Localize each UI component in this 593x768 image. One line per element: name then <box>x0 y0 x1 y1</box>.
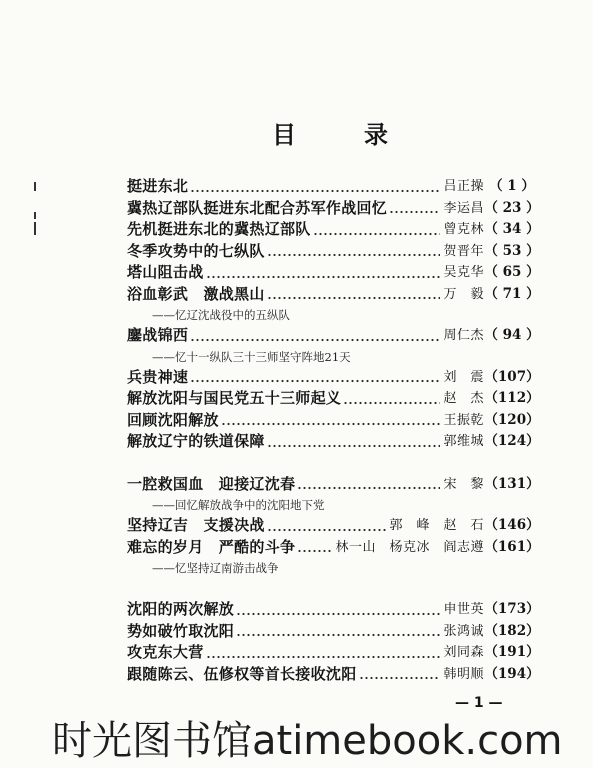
toc-entry <box>127 388 540 410</box>
entry-author: 李运昌 <box>443 200 484 216</box>
entry-title: 一腔救国血 迎接辽沈春 <box>127 474 296 493</box>
entry-author: 韩明顺 <box>443 666 484 682</box>
entry-title: 势如破竹取沈阳 <box>127 621 235 640</box>
entry-page: （120） <box>484 411 540 428</box>
entry-title: 冬季攻势中的七纵队 <box>127 241 265 260</box>
dot-leader <box>206 642 441 664</box>
dot-leader <box>267 515 387 537</box>
entry-page: （107） <box>484 368 540 385</box>
entry-title: 解放辽宁的铁道保障 <box>127 432 265 450</box>
entry-title: 塔山阻击战 <box>127 263 204 281</box>
dot-leader <box>236 599 440 621</box>
entry-title: 挺进东北 <box>127 177 189 195</box>
dot-leader <box>206 262 441 284</box>
entry-author: 宋 黎 <box>443 476 484 492</box>
entry-page: （ 53 ） <box>484 242 540 259</box>
dot-leader <box>297 537 332 559</box>
dot-leader <box>267 241 441 263</box>
entry-page: （161） <box>484 538 540 555</box>
toc-entry <box>127 410 540 432</box>
entry-page: （ 71 ） <box>484 285 540 302</box>
toc-entry <box>127 537 540 559</box>
toc-entry <box>127 515 540 537</box>
entry-page: （191） <box>484 644 540 660</box>
binding-mark <box>34 212 36 219</box>
entry-title: 冀热辽部队挺进东北配合苏军作战回忆 <box>127 198 388 217</box>
entry-author: 林一山 杨克冰 阎志遵 <box>335 539 484 555</box>
entry-page: （ 34 ） <box>484 221 540 237</box>
entry-page: （173） <box>484 601 540 617</box>
toc-heading: 目录 <box>272 121 456 149</box>
entry-author: 郭维城 <box>443 434 484 449</box>
entry-page: （ 65 ） <box>484 264 540 280</box>
toc-entry <box>127 664 540 686</box>
entry-author: 赵 杰 <box>443 391 484 406</box>
toc-entry <box>127 262 540 284</box>
entry-title: 难忘的岁月 严酷的斗争 <box>127 537 296 556</box>
dot-leader <box>297 474 440 496</box>
entry-page: （ 1 ） <box>489 178 535 194</box>
entry-page: （182） <box>484 622 540 639</box>
toc-entry <box>127 284 540 306</box>
entry-title: 鏖战锦西 <box>127 326 189 344</box>
entry-page: （ 94 ） <box>484 327 540 343</box>
entry-author: 贺晋年 <box>443 243 484 259</box>
toc-entry <box>127 599 540 621</box>
entry-page: （ 23 ） <box>484 199 540 216</box>
entry-author: 张鸿诚 <box>443 623 484 639</box>
entry-author: 吕正操 <box>443 179 484 194</box>
dot-leader <box>313 219 441 241</box>
entry-title: 回顾沈阳解放 <box>127 410 219 429</box>
entry-title: 攻克东大营 <box>127 643 204 661</box>
dot-leader <box>389 198 440 220</box>
entry-subtitle: ——回忆解放战争中的沈阳地下党 <box>152 498 325 512</box>
entry-author: 周仁杰 <box>443 328 484 343</box>
entry-author: 万 毅 <box>443 286 484 302</box>
dot-leader <box>359 664 441 686</box>
entry-page: （146） <box>484 517 540 533</box>
entry-title: 兵贵神速 <box>127 367 189 386</box>
dot-leader <box>190 325 440 347</box>
dot-leader <box>236 621 440 643</box>
toc-list <box>127 176 540 685</box>
page-number: — 1 — <box>455 695 503 711</box>
entry-title: 解放沈阳与国民党五十三师起义 <box>127 389 342 407</box>
entry-subtitle: ——忆坚持辽南游击战争 <box>152 561 279 575</box>
toc-entry <box>127 474 540 496</box>
dot-leader <box>190 367 440 389</box>
binding-mark <box>34 222 36 235</box>
entry-author: 郭 峰 赵 石 <box>389 518 484 533</box>
entry-author: 刘 震 <box>443 369 484 385</box>
toc-entry <box>127 325 540 347</box>
toc-entry <box>127 219 540 241</box>
toc-entry <box>127 241 540 263</box>
dot-leader <box>267 284 441 306</box>
watermark: 时光图书馆atimebook.com <box>52 718 563 764</box>
entry-page: （131） <box>484 475 540 492</box>
toc-entry <box>127 367 540 389</box>
dot-leader <box>267 431 441 453</box>
entry-author: 刘同森 <box>443 645 484 660</box>
entry-title: 沈阳的两次解放 <box>127 600 235 618</box>
entry-page: （124） <box>484 433 540 449</box>
entry-page: （194） <box>484 665 540 682</box>
entry-subtitle: ——忆十一纵队三十三师坚守阵地21天 <box>152 349 351 364</box>
binding-mark <box>34 182 36 191</box>
dot-leader <box>221 410 441 432</box>
entry-page: （112） <box>484 390 540 406</box>
entry-author: 申世英 <box>443 602 484 617</box>
entry-title: 跟随陈云、伍修权等首长接收沈阳 <box>127 664 357 683</box>
entry-title: 浴血彰武 激战黑山 <box>127 284 265 303</box>
entry-subtitle: ——忆辽沈战役中的五纵队 <box>152 308 290 322</box>
dot-leader <box>343 388 440 410</box>
entry-title: 坚持辽吉 支援决战 <box>127 516 265 534</box>
toc-entry <box>127 642 540 664</box>
toc-entry <box>127 176 540 198</box>
entry-author: 曾克林 <box>443 222 484 237</box>
entry-title: 先机挺进东北的冀热辽部队 <box>127 220 311 238</box>
entry-author: 王振乾 <box>443 412 484 428</box>
toc-entry <box>127 621 540 643</box>
entry-author: 吴克华 <box>443 265 484 280</box>
toc-entry <box>127 198 540 220</box>
toc-entry <box>127 431 540 453</box>
dot-leader <box>190 176 440 198</box>
